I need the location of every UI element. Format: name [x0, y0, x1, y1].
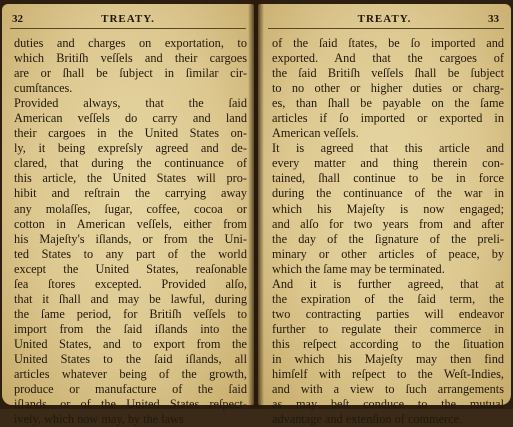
running-head: TREATY. — [357, 13, 412, 25]
text-line: cumſtances. — [14, 81, 73, 96]
text-line: which his Majeſty is now engaged; — [272, 201, 504, 216]
text-line: ſea ſtores excepted. Provided alſo, — [14, 276, 247, 291]
text-line: produce or manufacture of the ſaid — [14, 382, 247, 397]
text-line: any molaſſes, ſugar, coffee, cocoa or — [14, 201, 247, 216]
text-line: articles whatever being of the growth, — [14, 367, 247, 382]
text-line: the expiration of the ſaid term, the — [272, 291, 504, 306]
text-line: which Britiſh veſſels and their cargoes — [14, 51, 247, 66]
text-line: are or ſhall be ſubject in ſimilar cir- — [14, 66, 247, 81]
text-line: of the ſaid ſtates, be ſo imported and — [272, 36, 504, 50]
text-line: es, than ſhall be payable on the ſame — [272, 96, 504, 111]
text-line: exported. And that the cargoes of — [272, 51, 504, 66]
text-line: two contracting parties will endeavor — [272, 306, 504, 321]
text-line: clared, that during the continuance of — [14, 156, 247, 171]
text-line: iſlands, or of the United States reſpect- — [14, 397, 247, 412]
text-line: duties and charges on exportation, to — [14, 36, 247, 50]
text-line: and with a view to ſuch arrangements — [272, 382, 504, 397]
text-line: It is agreed that this article and — [272, 141, 504, 156]
text-line: cotton in American veſſels, either from — [14, 216, 247, 231]
text-line: further to regulate their commerce in — [272, 321, 504, 336]
text-line: articles if ſo imported or exported in — [272, 111, 504, 126]
text-line: the day of the ſignature of the preli- — [272, 231, 504, 246]
page-number: 33 — [488, 13, 499, 25]
text-line: the ſame period, for Britiſh veſſels to — [14, 306, 247, 321]
text-line: ly, it being expreſsly agreed and de- — [14, 141, 247, 156]
text-line: United States to the ſaid iſlands, all — [14, 351, 247, 366]
text-line: Provided always, that the ſaid — [14, 96, 247, 111]
text-line: American veſſels. — [272, 126, 359, 141]
text-line: tained, ſhall continue to be in force — [272, 171, 504, 186]
text-line: except the United States, reaſonable — [14, 261, 247, 276]
text-line: ively, which now may, by the laws — [14, 412, 184, 427]
text-line: as may beſt conduce to the mutual — [272, 397, 504, 412]
text-line: American veſſels do carry and land — [14, 111, 247, 126]
text-line: import from the ſaid iſlands into the — [14, 321, 247, 336]
text-line: minary or other articles of peace, by — [272, 246, 504, 261]
text-line: hibit and reſtrain the carrying away — [14, 186, 247, 201]
text-line: during the continuance of the war in — [272, 186, 504, 201]
text-line: this article, the United States will pro- — [14, 171, 247, 186]
text-line: and alſo for two years from and after — [272, 216, 504, 231]
text-line: their cargoes in the United States on- — [14, 126, 247, 141]
text-line: himſelf with reſpect to the Weſt-Indies, — [272, 367, 504, 382]
left-page — [2, 4, 254, 427]
header-rule — [10, 28, 246, 29]
page-body-text — [272, 36, 504, 427]
right-page — [258, 4, 511, 427]
text-line: the ſaid Britiſh veſſels ſhall be ſubject — [272, 66, 504, 81]
text-line: in which his Majeſty may then find — [272, 351, 504, 366]
book-gutter — [248, 0, 264, 409]
text-line: this reſpect according to the ſituation — [272, 336, 504, 351]
text-line: every matter and thing therein con- — [272, 156, 504, 171]
page-number: 32 — [12, 13, 23, 25]
page-body-text — [14, 36, 247, 427]
text-line: advantage and extenſion of commerce. — [272, 412, 463, 427]
text-line: to no other or higher duties or charg- — [272, 81, 504, 96]
running-head: TREATY. — [101, 13, 155, 25]
text-line: And it is further agreed, that at — [272, 276, 504, 291]
text-line: that it ſhall and may be lawful, during — [14, 291, 247, 306]
text-line: which the ſame may be terminated. — [272, 261, 445, 276]
text-line: United States, and to export from the — [14, 336, 247, 351]
header-rule — [268, 28, 504, 29]
text-line: his Majeſty's iſlands, or from the Uni- — [14, 231, 247, 246]
text-line: ted States to any part of the world — [14, 246, 247, 261]
